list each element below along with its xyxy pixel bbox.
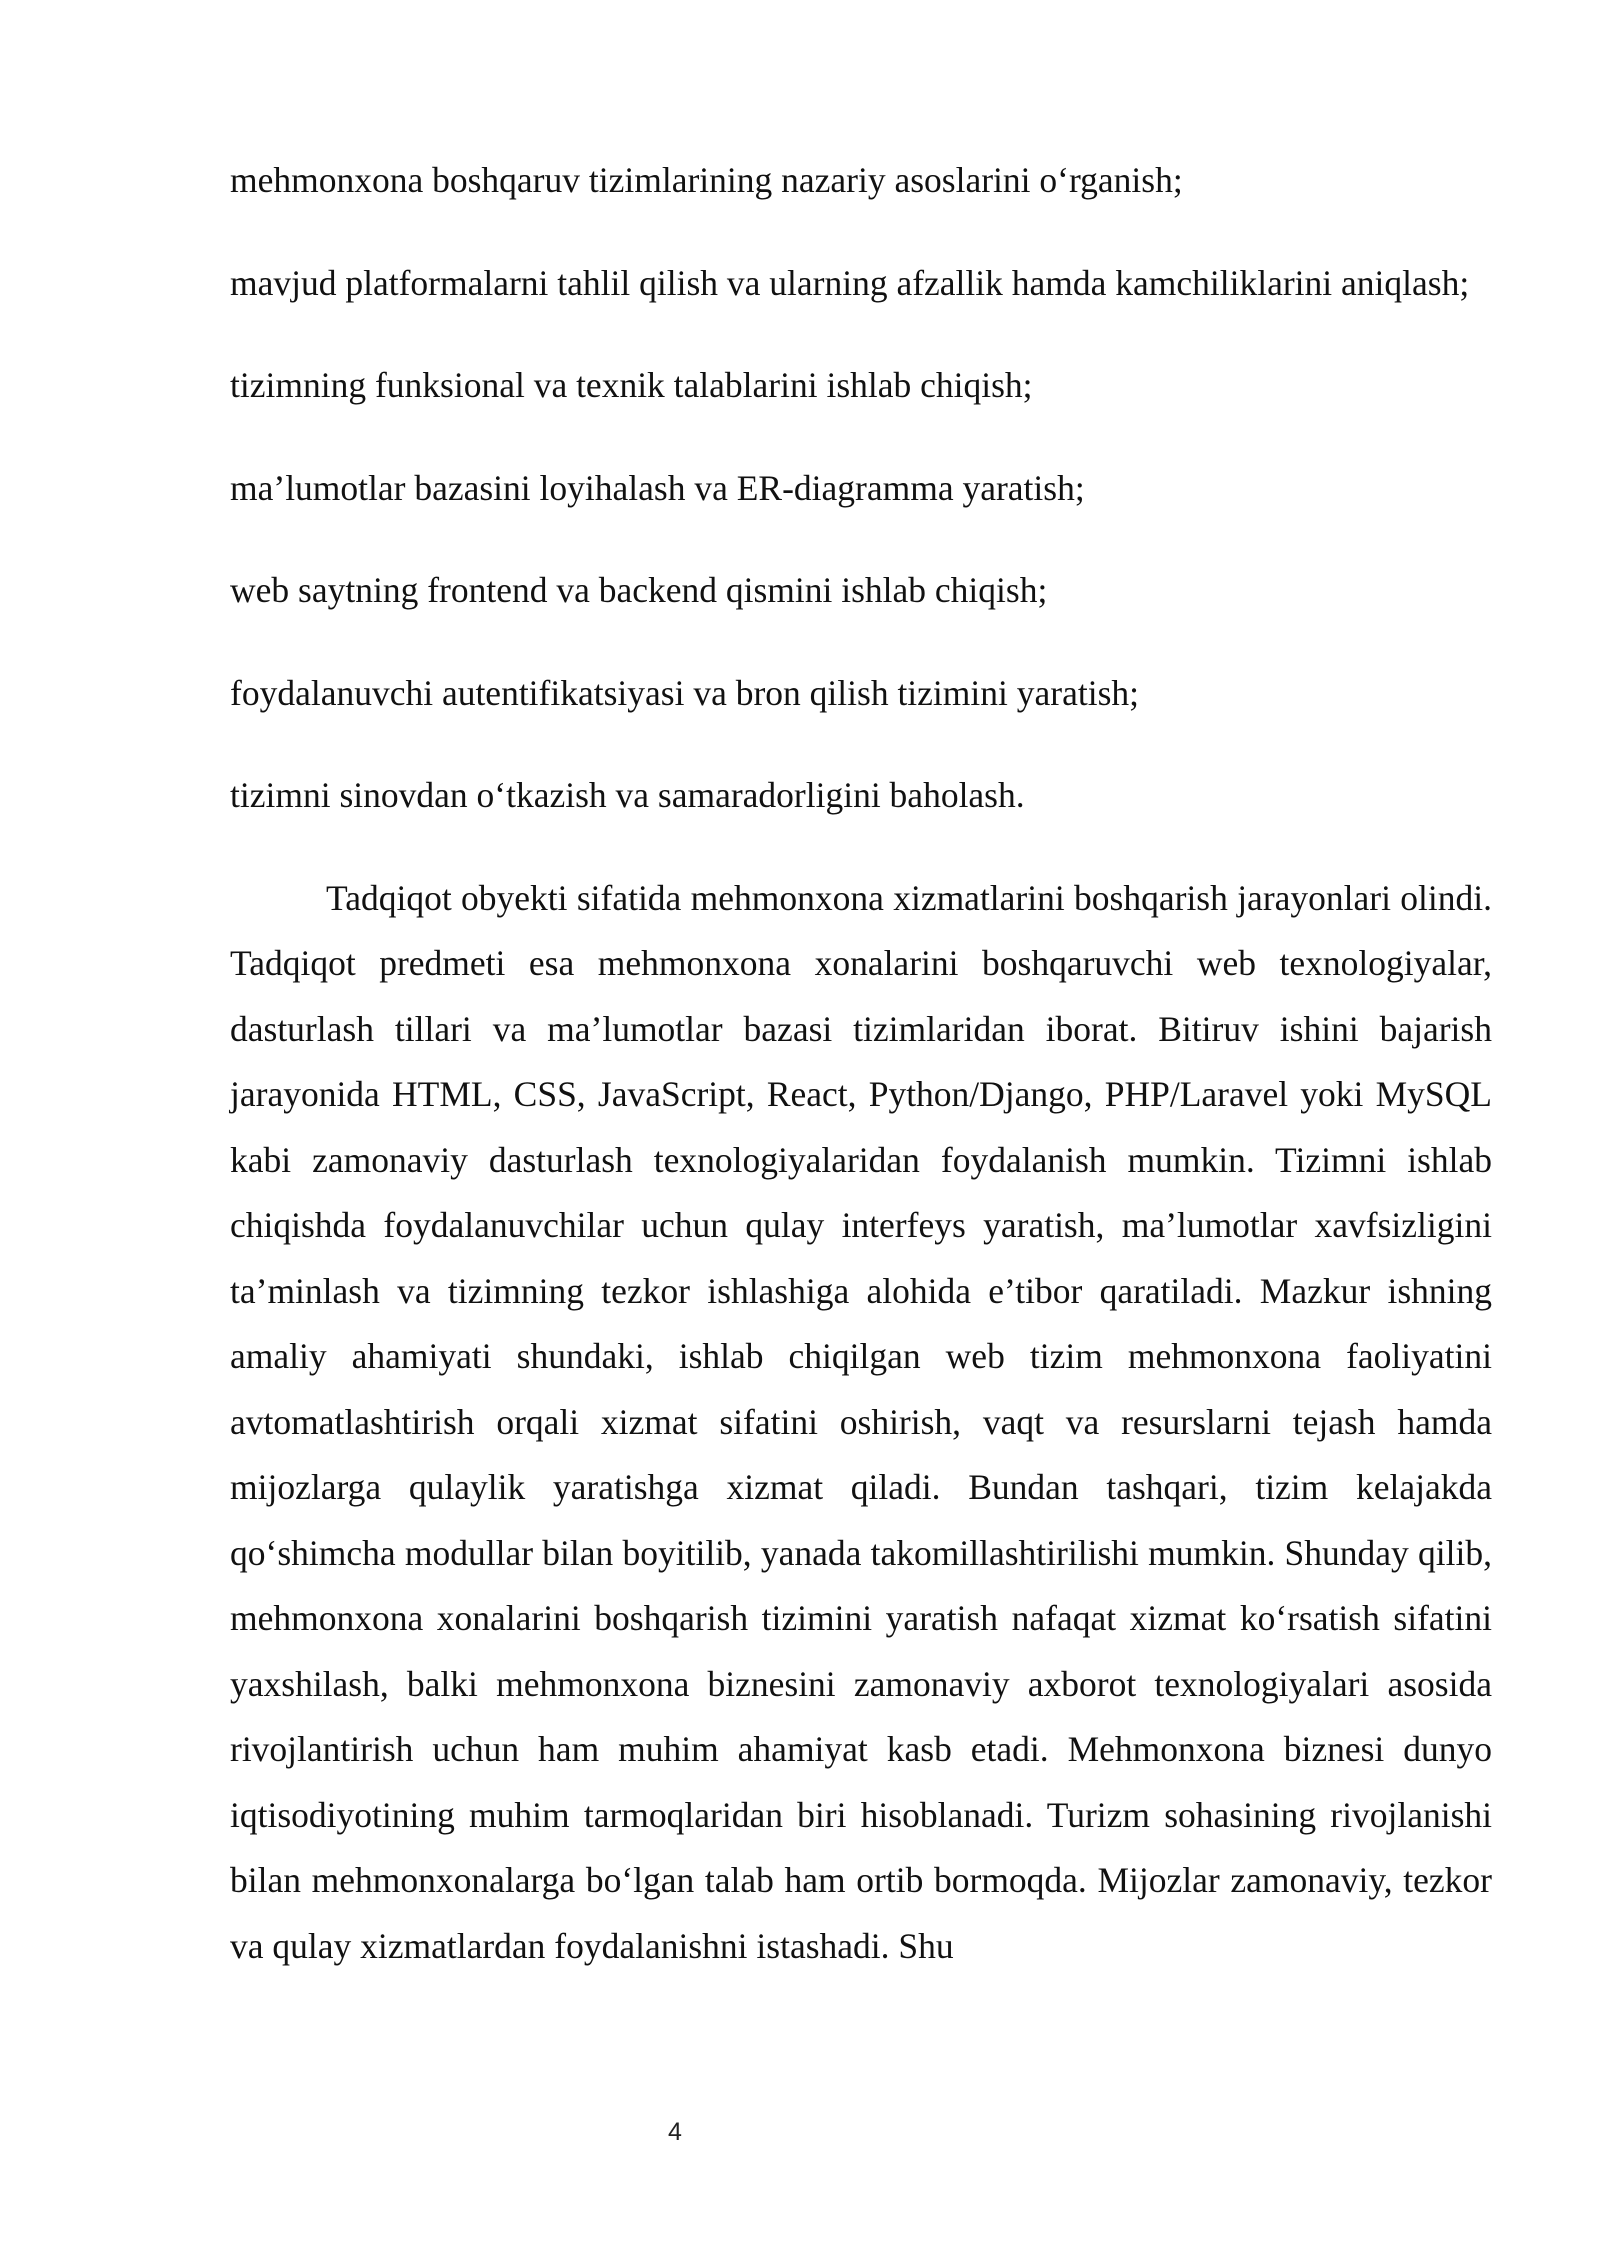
list-item: mavjud platformalarni tahlil qilish va ularning afzallik hamda kamchiliklarini aniqlash; [230,262,1470,303]
list-item: mehmonxona boshqaruv tizimlarining nazariy asoslarini o‘rganish; [230,160,1183,200]
page-content [230,148,1492,1979]
list-item: foydalanuvchi autentifikatsiyasi va bron qilish tizimini yaratish; [230,672,1139,713]
body-paragraph: Tadqiqot obyekti sifatida mehmonxona xizmatlarini boshqarish jarayonlari olindi. Tadqiqot predmeti esa mehmonxona xonalarini boshqaruvchi web texnologiyalar, dasturlash tillari va ma’lumotlar bazasi tizimlaridan iborat. Bitiruv ishini bajarish jarayonida HTML, CSS, JavaScript, React, Python/Django, PHP/Laravel yoki MySQL kabi zamonaviy dasturlash texnologiyalaridan foydalanish mumkin. Tizimni ishlab chiqishda foydalanuvchilar uchun qulay interfeys yaratish, ma’lumotlar xavfsizligini ta’minlash va tizimning tezkor ishlashiga alohida e’tibor qaratiladi. Mazkur ishning amaliy ahamiyati shundaki, ishlab chiqilgan web tizim mehmonxona faoliyatini avtomatlashtirish orqali xizmat sifatini oshirish, vaqt va resurslarni tejash hamda mijozlarga qulaylik yaratishga xizmat qiladi. Bundan tashqari, tizim kelajakda qo‘shimcha modullar bilan boyitilib, yanada takomillashtirilishi mumkin. Shunday qilib, mehmonxona xonalarini boshqarish tizimini yaratish nafaqat xizmat ko‘rsatish sifatini yaxshilash, balki mehmonxona biznesini zamonaviy axborot texnologiyalari asosida rivojlantirish uchun ham muhim ahamiyat kasb etadi. Mehmonxona biznesi dunyo iqtisodiyotining muhim tarmoqlaridan biri hisoblanadi. Turizm sohasining rivojlanishi bilan mehmonxonalarga bo‘lgan talab ham ortib bormoqda. Mijozlar zamonaviy, tezkor va qulay xizmatlardan foydalanishni istashadi. Shu [230,877,1492,1966]
list-item: tizimni sinovdan o‘tkazish va samaradorligini baholash. [230,775,1025,815]
list-item: tizimning funksional va texnik talablarini ishlab chiqish; [230,365,1033,405]
objectives-list [230,148,1492,829]
list-item: web saytning frontend va backend qismini ishlab chiqish; [230,570,1048,610]
list-item: ma’lumotlar bazasini loyihalash va ER-diagramma yaratish; [230,467,1085,508]
page-number: 4 [668,2118,682,2146]
